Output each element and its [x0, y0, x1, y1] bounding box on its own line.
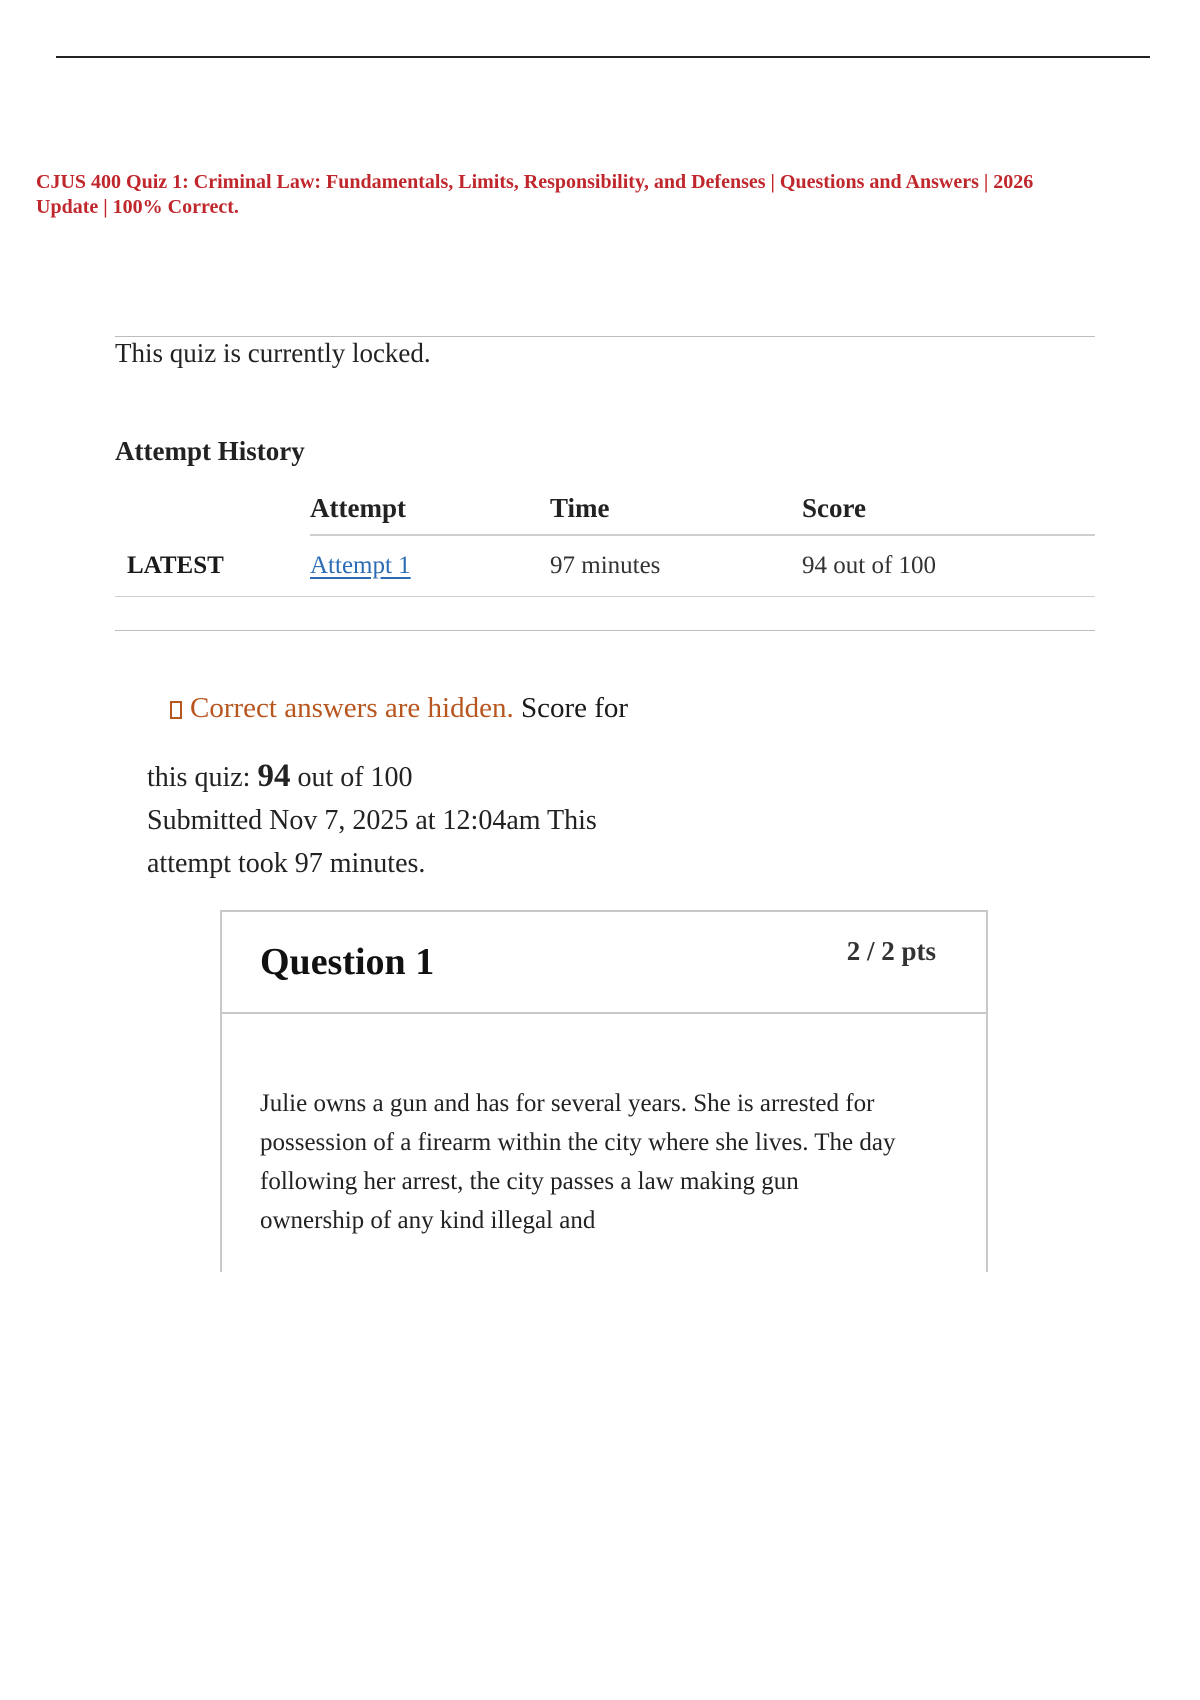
- quiz-locked-message: This quiz is currently locked.: [115, 338, 431, 368]
- this-quiz-label: this quiz:: [147, 762, 251, 793]
- section-rule: [115, 630, 1095, 631]
- document-title-line-1: CJUS 400 Quiz 1: Criminal Law: Fundamentals, Limits, Responsibility, and Defenses | Questions and Answers | 2026: [36, 171, 1034, 193]
- question-header: [222, 912, 986, 1014]
- score-summary: [147, 755, 597, 885]
- question-points: 2 / 2 pts: [846, 936, 936, 966]
- hidden-answers-icon: [170, 701, 182, 719]
- column-header-tag: [115, 482, 310, 535]
- column-header-time: Time: [550, 482, 802, 535]
- attempt-history-heading: Attempt History: [115, 436, 305, 466]
- column-header-score: Score: [802, 482, 1095, 535]
- quiz-score-value: 94: [257, 758, 291, 794]
- attempt-table-header-row: [115, 482, 1095, 535]
- question-card: [220, 910, 988, 1272]
- document-title: [36, 170, 1166, 220]
- table-row: [115, 535, 1095, 597]
- top-rule: [56, 56, 1150, 58]
- time-cell: 97 minutes: [550, 535, 802, 597]
- question-text-line: following her arrest, the city passes a law making gun: [260, 1168, 799, 1195]
- question-title: Question 1: [260, 941, 435, 983]
- score-out-of: out of 100: [297, 762, 413, 793]
- attempt-history-table: [115, 482, 1095, 597]
- column-header-attempt: Attempt: [310, 482, 550, 535]
- attempt-1-link[interactable]: Attempt 1: [310, 552, 411, 579]
- latest-tag: LATEST: [115, 535, 310, 597]
- document-title-line-2: Update | 100% Correct.: [36, 196, 239, 218]
- score-for-label: Score for: [520, 692, 629, 724]
- attempt-duration: attempt took 97 minutes.: [147, 848, 426, 879]
- submitted-timestamp: Submitted Nov 7, 2025 at 12:04am This: [147, 805, 597, 836]
- question-text-line: ownership of any kind illegal and: [260, 1207, 596, 1234]
- question-text-line: Julie owns a gun and has for several years. She is arrested for: [260, 1090, 875, 1117]
- question-text: [260, 1084, 950, 1240]
- score-cell: 94 out of 100: [802, 535, 1095, 597]
- attempt-cell: [310, 535, 550, 597]
- hidden-answers-line: [170, 690, 628, 726]
- correct-answers-hidden-note: Correct answers are hidden.: [190, 692, 514, 724]
- question-text-line: possession of a firearm within the city where she lives. The day: [260, 1129, 896, 1156]
